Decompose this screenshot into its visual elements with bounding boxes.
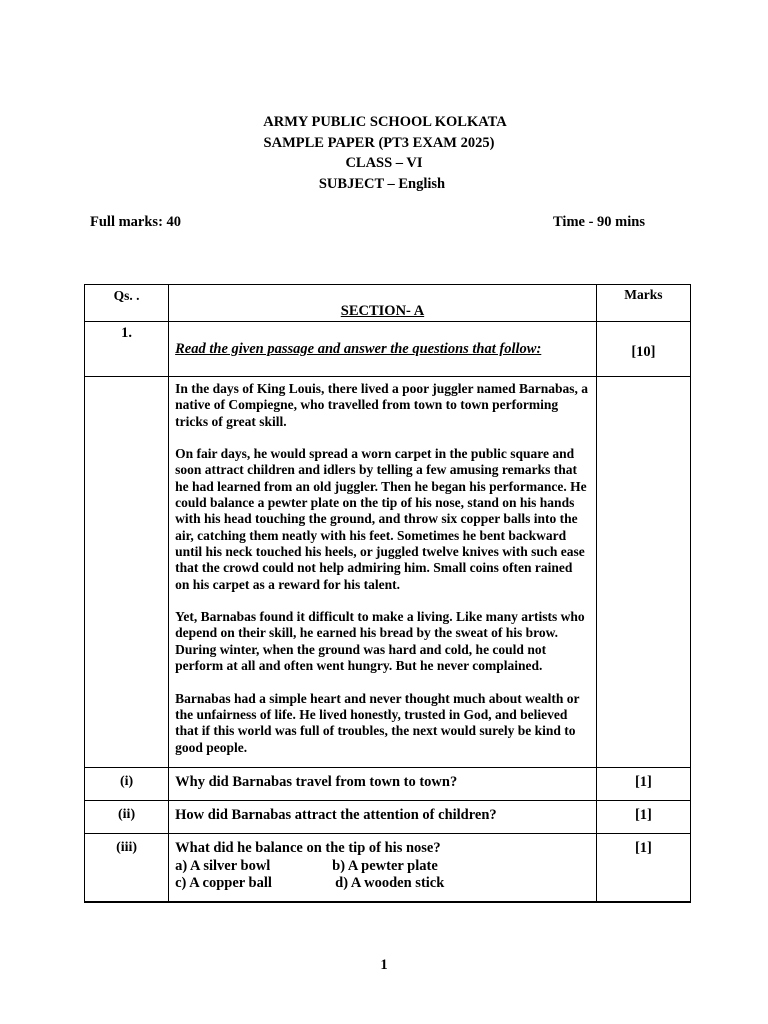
question-number: (i) [119,774,134,789]
question-marks: [1] [634,840,652,856]
passage-cell [169,377,597,768]
subject-label: SUBJECT – English [318,175,446,192]
paper-title: SAMPLE PAPER (PT3 EXAM 2025) [263,134,495,151]
passage-paragraph: Yet, Barnabas found it difficult to make a living. Like many artists who depend on their skill, he earned his bread by the sweat of his brow. During winter, when the ground was hard and cold, he could not perform at all and often went hungry. But he never complained. [175,609,585,674]
empty-cell [596,377,690,768]
mcq-block [175,840,590,893]
table-row [85,834,691,903]
reading-passage [175,381,590,756]
marks-column-label: Marks [624,287,663,302]
page-number: 1 [380,957,388,973]
passage-paragraph: Barnabas had a simple heart and never thought much about wealth or the unfairness of life. He lived honestly, trusted in God, and believed that if this world was full of troubles, the next would surely be kind to good people. [175,690,580,755]
question-text-cell [169,322,597,377]
question-marks-cell [596,768,690,801]
question-text-cell [169,768,597,801]
question-number-cell [85,834,169,903]
option-d: d) A wooden stick [335,875,445,891]
question-marks-cell [596,834,690,903]
question-text: What did he balance on the tip of his nose? [175,840,441,856]
question-number-cell [85,768,169,801]
class-label: CLASS – VI [345,155,423,171]
question-table [84,284,691,903]
question-text: How did Barnabas attract the attention of children? [175,807,497,823]
option-a: a) A silver bowl [175,857,271,874]
option-row [175,858,590,876]
paper-header [0,112,768,194]
question-marks: [1] [634,774,652,790]
header-cell-marks [596,285,690,322]
time-allowed: Time - 90 mins [553,214,645,230]
question-number-cell [85,801,169,834]
passage-instruction: Read the given passage and answer the questions that follow: [175,341,542,357]
school-name: ARMY PUBLIC SCHOOL KOLKATA [263,114,507,130]
question-text-cell [169,801,597,834]
table-row [85,377,691,768]
option-b: b) A pewter plate [332,857,438,874]
question-number: (ii) [118,807,136,822]
full-marks: Full marks: 40 [90,214,182,230]
question-marks: [1] [634,807,652,823]
question-text: Why did Barnabas travel from town to town? [175,774,458,790]
question-number-cell [85,322,169,377]
table-row [85,768,691,801]
qs-column-label: Qs. . [113,288,140,303]
empty-cell [85,377,169,768]
option-c: c) A copper ball [175,875,272,891]
section-title: SECTION- A [340,303,425,319]
question-number: (iii) [116,840,138,855]
option-row [175,875,590,893]
passage-paragraph: In the days of King Louis, there lived a poor juggler named Barnabas, a native of Compiegne, who travelled from town to town performing tricks of great skill. [175,381,589,429]
passage-paragraph: On fair days, he would spread a worn carpet in the public square and soon attract children and idlers by telling a few amusing remarks that he had learned from an old juggler. Then he began his performance. He could balance a pewter plate on the tip of his nose, stand on his hands with his head touching the ground, and throw six copper balls into the air, catching them neatly with his feet. Sometimes he bent backward until his neck touched his heels, or juggled twelve knives with such ease that the crowd could not help admiring him. Small coins often rained on his carpet as a reward for his talent. [175,446,587,592]
table-header-row [85,285,691,322]
question-marks-cell [596,801,690,834]
question-text-cell [169,834,597,903]
table-row [85,322,691,377]
table-row [85,801,691,834]
question-marks-cell [596,322,690,377]
header-cell-qs [85,285,169,322]
header-cell-section [169,285,597,322]
question-number: 1. [121,325,132,341]
question-marks: [10] [631,344,656,360]
